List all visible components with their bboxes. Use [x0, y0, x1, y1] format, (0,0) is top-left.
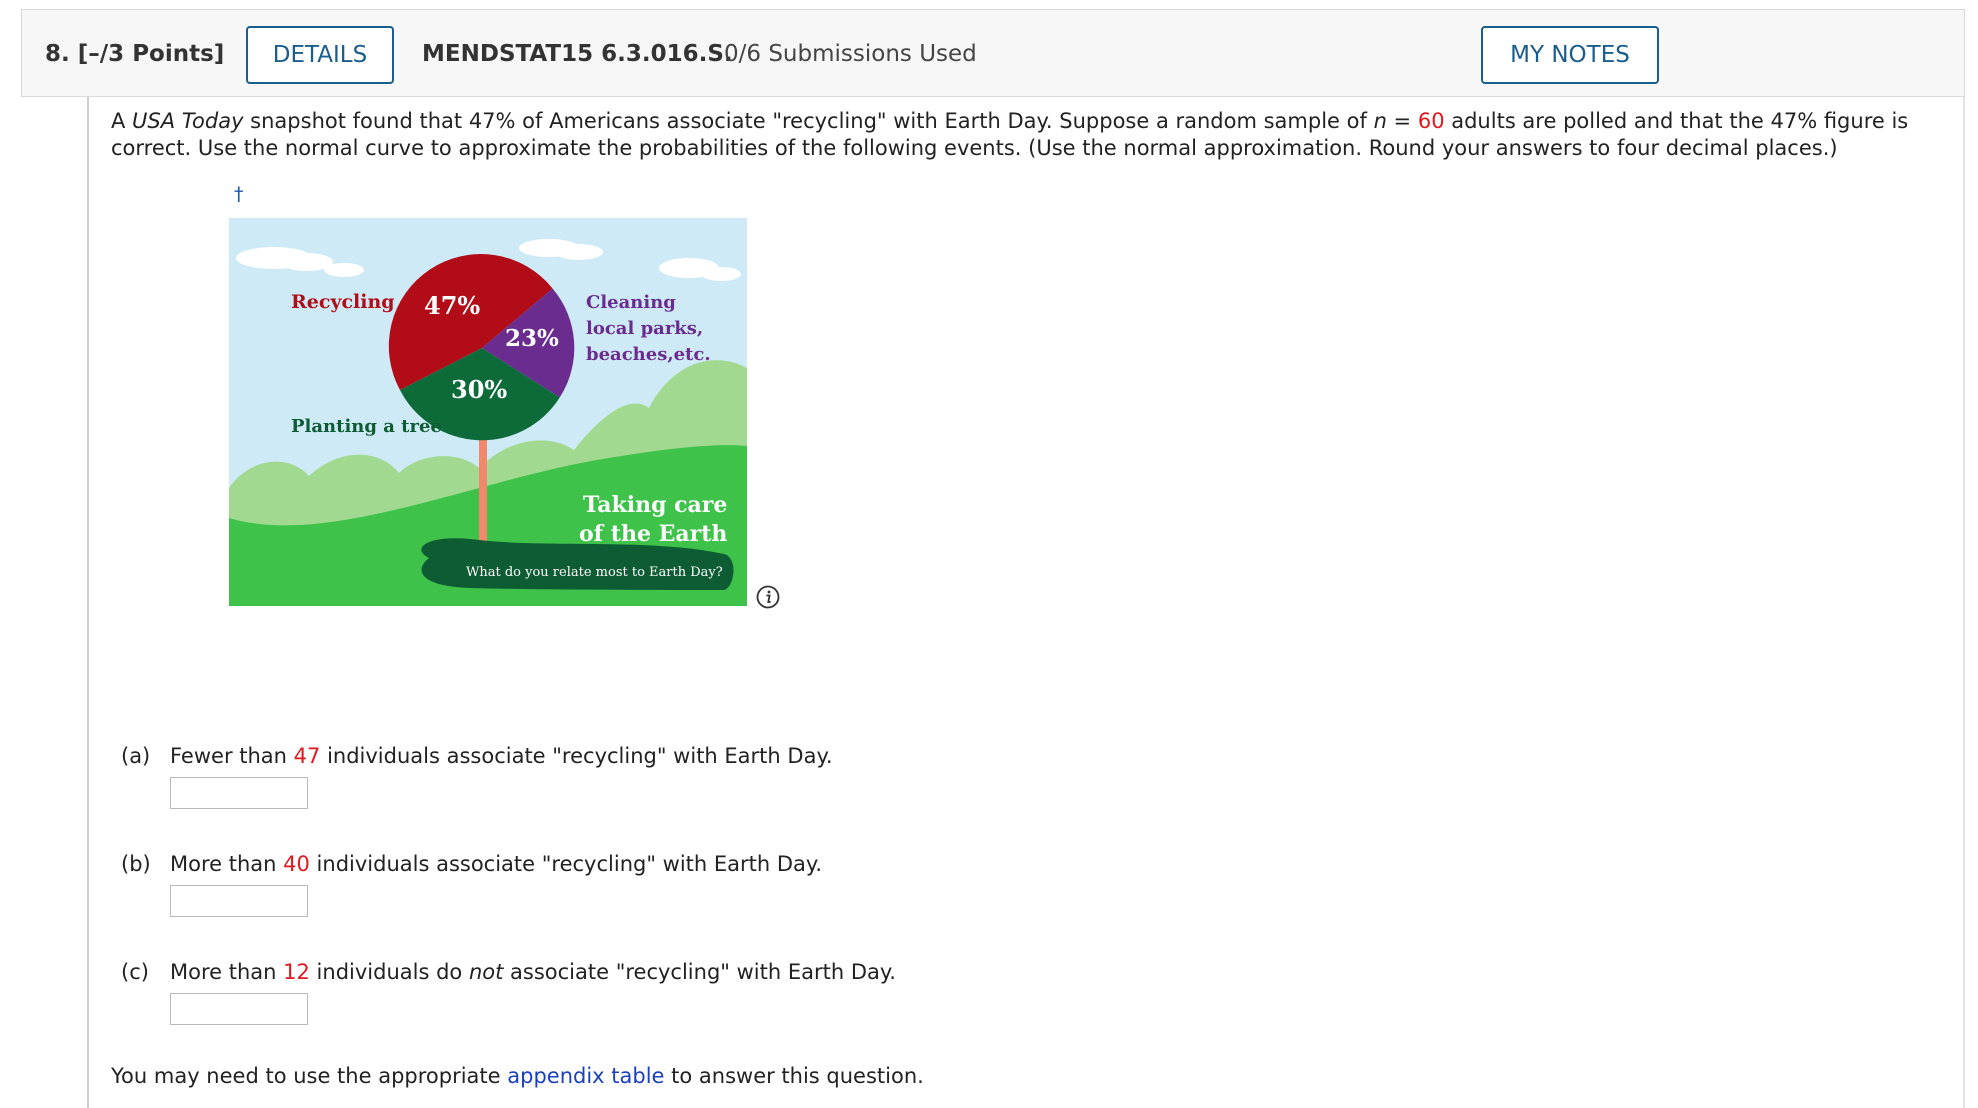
- cleaning-category-line2: local parks,: [586, 318, 704, 339]
- question-right-border: [1963, 97, 1965, 1108]
- cleaning-category-line1: Cleaning: [586, 292, 676, 313]
- part-c-emphasis: not: [468, 960, 504, 984]
- question-number-points: 8. [–/3 Points]: [45, 41, 225, 67]
- footnote-dagger-link[interactable]: †: [234, 183, 244, 205]
- tree-category-label: Planting a tree: [291, 416, 442, 437]
- question-left-border: [87, 97, 89, 1108]
- recycling-category-label: Recycling: [291, 291, 395, 313]
- recycling-pct-label: 47%: [424, 291, 481, 320]
- question-id: MENDSTAT15 6.3.016.S.: [422, 41, 733, 67]
- my-notes-button[interactable]: MY NOTES: [1481, 26, 1659, 84]
- info-icon[interactable]: [756, 585, 780, 609]
- part-a-value: 47: [293, 744, 321, 768]
- appendix-note: You may need to use the appropriate appendix table to answer this question.: [111, 1064, 924, 1088]
- tree-pct-label: 30%: [451, 375, 508, 404]
- question-header: [21, 9, 1965, 97]
- part-b-answer-input[interactable]: [170, 885, 308, 917]
- caption-line1: Taking care: [583, 492, 728, 518]
- usa-today-snapshot-image: [229, 218, 747, 606]
- snapshot-question: What do you relate most to Earth Day?: [466, 565, 723, 580]
- details-button[interactable]: DETAILS: [246, 26, 394, 84]
- question-prompt: A USA Today snapshot found that 47% of Americans associate "recycling" with Earth Day. Suppose a random sample of n = 60 adults are polled and that the 47% figure is correct. Use the normal curve to approximate the probabilities of the following events. (Use the normal approximation. Round your answers to four decimal places.): [111, 109, 1909, 160]
- cleaning-pct-label: 23%: [505, 325, 559, 352]
- n-variable: n: [1373, 109, 1387, 133]
- source-name: USA Today: [132, 109, 244, 133]
- part-b-value: 40: [283, 852, 310, 876]
- part-c-answer-input[interactable]: [170, 993, 308, 1025]
- part-c-value: 12: [283, 960, 310, 984]
- appendix-table-link[interactable]: appendix table: [507, 1064, 665, 1088]
- part-c-text: (c) More than 12 individuals do not associate "recycling" with Earth Day.: [121, 960, 896, 984]
- part-a-answer-input[interactable]: [170, 777, 308, 809]
- part-b-text: (b) More than 40 individuals associate "recycling" with Earth Day.: [121, 852, 823, 876]
- cleaning-category-line3: beaches,etc.: [586, 344, 711, 365]
- submissions-used: 0/6 Submissions Used: [724, 41, 977, 67]
- n-value: 60: [1417, 109, 1445, 133]
- caption-line2: of the Earth: [579, 521, 728, 547]
- part-a-text: (a) Fewer than 47 individuals associate "recycling" with Earth Day.: [121, 744, 833, 768]
